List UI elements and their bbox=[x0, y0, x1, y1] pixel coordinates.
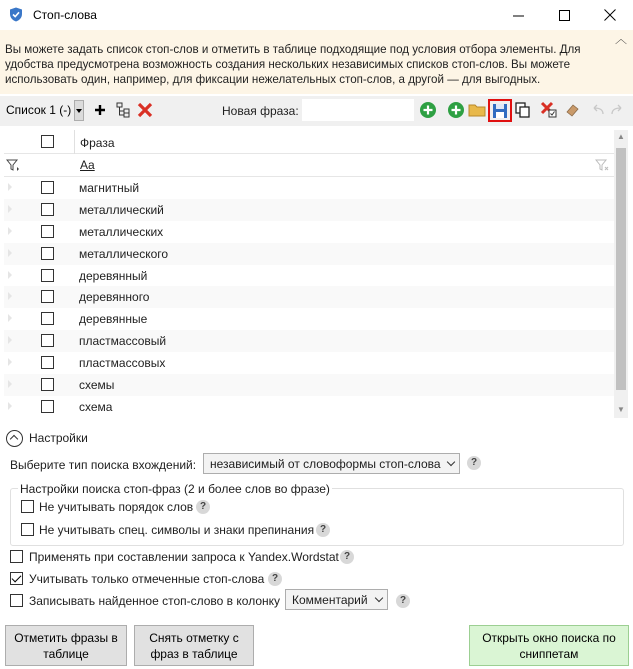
copy-button[interactable] bbox=[513, 100, 533, 120]
folder-icon bbox=[468, 102, 487, 118]
group-title: Настройки поиска стоп-фраз (2 и более слов во фразе) bbox=[20, 482, 330, 496]
list-tree-icon bbox=[115, 102, 131, 118]
delete-checked-icon bbox=[540, 101, 558, 119]
settings-label[interactable]: Настройки bbox=[29, 431, 88, 445]
info-text: Вы можете задать список стоп-слов и отметить в таблице подходящие под условия отбора элементы. Для удобства предусмотрена возможность создания нескольких независимых списков стоп-слов. Вы можете использовать один, например, для фиксации нежелательных стоп-слов, а другой — для выгодных. bbox=[5, 43, 581, 86]
column-separator bbox=[74, 130, 75, 154]
row-phrase: деревянный bbox=[79, 268, 148, 283]
title-bar bbox=[0, 0, 633, 30]
chevron-down-icon bbox=[375, 594, 383, 602]
table-row[interactable] bbox=[4, 374, 614, 396]
row-checkbox[interactable] bbox=[41, 290, 54, 303]
row-checkbox[interactable] bbox=[41, 312, 54, 325]
minimize-button[interactable] bbox=[495, 0, 541, 30]
ignore-order-checkbox[interactable] bbox=[21, 500, 34, 513]
row-expand-icon[interactable] bbox=[8, 205, 12, 213]
table-row[interactable] bbox=[4, 243, 614, 265]
table-row[interactable] bbox=[4, 265, 614, 287]
table-row[interactable] bbox=[4, 286, 614, 308]
filter-row bbox=[4, 154, 614, 177]
only-checked-label[interactable]: Учитывать только отмеченные стоп-слова bbox=[29, 572, 265, 586]
row-expand-icon[interactable] bbox=[8, 292, 12, 300]
save-button[interactable] bbox=[488, 99, 512, 122]
row-checkbox[interactable] bbox=[41, 225, 54, 238]
copy-icon bbox=[515, 102, 531, 118]
scroll-down-icon[interactable]: ▼ bbox=[617, 405, 625, 414]
maximize-icon bbox=[559, 10, 570, 21]
close-button[interactable] bbox=[587, 0, 633, 30]
rename-list-button[interactable] bbox=[113, 100, 133, 120]
row-phrase: магнитный bbox=[79, 181, 140, 195]
stop-phrases-group bbox=[10, 488, 624, 546]
unmark-phrases-button[interactable]: Снять отметку с фраз в таблице bbox=[134, 625, 254, 666]
clear-filter-icon[interactable] bbox=[595, 159, 609, 172]
delete-x-icon bbox=[137, 102, 153, 118]
row-phrase: схемы bbox=[79, 378, 115, 393]
select-all-checkbox[interactable] bbox=[41, 135, 54, 148]
search-type-value: независимый от словоформы стоп-слова bbox=[210, 457, 441, 471]
help-icon[interactable]: ? bbox=[196, 500, 210, 514]
stopwords-table bbox=[4, 130, 628, 418]
table-body bbox=[4, 177, 614, 418]
row-checkbox[interactable] bbox=[41, 356, 54, 369]
row-expand-icon[interactable] bbox=[8, 380, 12, 388]
ignore-special-label[interactable]: Не учитывать спец. символы и знаки препинания bbox=[39, 523, 315, 537]
help-icon[interactable]: ? bbox=[467, 456, 481, 470]
row-checkbox[interactable] bbox=[41, 378, 54, 391]
apply-wordstat-label[interactable]: Применять при составлении запроса к Yandex.Wordstat bbox=[29, 550, 339, 564]
clear-button[interactable] bbox=[562, 100, 582, 120]
redo-button[interactable] bbox=[608, 100, 628, 120]
table-row[interactable] bbox=[4, 396, 614, 418]
plus-icon bbox=[94, 104, 106, 116]
write-column-label[interactable]: Записывать найденное стоп-слово в колонку bbox=[29, 594, 281, 608]
row-checkbox[interactable] bbox=[41, 400, 54, 413]
row-phrase: деревянного bbox=[79, 290, 150, 305]
row-checkbox[interactable] bbox=[41, 247, 54, 260]
ignore-special-checkbox[interactable] bbox=[21, 523, 34, 536]
delete-list-button[interactable] bbox=[135, 100, 155, 120]
row-phrase: схема bbox=[79, 399, 113, 414]
table-row[interactable] bbox=[4, 330, 614, 352]
table-row[interactable] bbox=[4, 199, 614, 221]
add-list-button[interactable] bbox=[90, 100, 110, 120]
filter-icon[interactable] bbox=[6, 159, 20, 172]
row-phrase: деревянные bbox=[79, 312, 148, 327]
maximize-button[interactable] bbox=[541, 0, 587, 30]
table-row[interactable] bbox=[4, 308, 614, 330]
undo-icon bbox=[589, 104, 605, 116]
delete-checked-button[interactable] bbox=[539, 100, 559, 120]
help-icon[interactable]: ? bbox=[340, 550, 354, 564]
save-disk-icon bbox=[492, 103, 508, 119]
row-expand-icon[interactable] bbox=[8, 227, 12, 235]
row-phrase: пластмассовый bbox=[79, 334, 167, 349]
chevron-down-icon bbox=[447, 458, 455, 466]
ignore-order-label[interactable]: Не учитывать порядок слов bbox=[39, 500, 194, 514]
column-header-phrase[interactable]: Фраза bbox=[80, 136, 115, 150]
add-circle-icon bbox=[419, 101, 437, 119]
eraser-icon bbox=[564, 102, 580, 118]
row-checkbox[interactable] bbox=[41, 181, 54, 194]
row-expand-icon[interactable] bbox=[8, 249, 12, 257]
vertical-scrollbar[interactable] bbox=[614, 130, 628, 418]
row-phrase: пластмассовых bbox=[79, 356, 166, 371]
list-select[interactable] bbox=[4, 100, 84, 121]
mark-phrases-button[interactable]: Отметить фразы в таблице bbox=[5, 625, 127, 666]
scrollbar-thumb[interactable] bbox=[616, 148, 626, 390]
row-phrase: металлического bbox=[79, 246, 169, 261]
table-header bbox=[4, 130, 614, 154]
toolbar bbox=[0, 96, 633, 126]
add-circle-icon bbox=[447, 101, 465, 119]
table-row[interactable] bbox=[4, 352, 614, 374]
column-select[interactable] bbox=[285, 589, 388, 610]
list-select-value: Список 1 (-) bbox=[6, 103, 72, 117]
help-icon[interactable]: ? bbox=[396, 594, 410, 608]
close-icon bbox=[604, 9, 616, 21]
help-icon[interactable]: ? bbox=[316, 523, 330, 537]
add-phrases-button[interactable] bbox=[446, 100, 466, 120]
row-expand-icon[interactable] bbox=[8, 183, 12, 191]
info-panel bbox=[0, 30, 633, 94]
open-file-button[interactable] bbox=[467, 100, 487, 120]
write-column-checkbox[interactable] bbox=[10, 594, 23, 607]
row-expand-icon[interactable] bbox=[8, 336, 12, 344]
row-expand-icon[interactable] bbox=[8, 314, 12, 322]
row-checkbox[interactable] bbox=[41, 203, 54, 216]
window-title: Стоп-слова bbox=[33, 8, 97, 22]
undo-button[interactable] bbox=[587, 100, 607, 120]
minimize-icon bbox=[513, 10, 524, 21]
apply-wordstat-checkbox[interactable] bbox=[10, 550, 23, 563]
settings-collapse-icon[interactable] bbox=[6, 430, 23, 447]
row-checkbox[interactable] bbox=[41, 334, 54, 347]
column-select-value: Комментарий bbox=[292, 593, 368, 607]
row-phrase: металлических bbox=[79, 224, 164, 239]
search-type-label: Выберите тип поиска вхождений: bbox=[10, 458, 197, 472]
filter-case-toggle[interactable]: Aa bbox=[80, 158, 95, 172]
new-phrase-label: Новая фраза: bbox=[222, 104, 299, 118]
new-phrase-input[interactable] bbox=[302, 99, 414, 121]
table-row[interactable] bbox=[4, 221, 614, 243]
scroll-up-icon[interactable]: ▲ bbox=[617, 132, 625, 141]
row-expand-icon[interactable] bbox=[8, 271, 12, 279]
help-icon[interactable]: ? bbox=[268, 572, 282, 586]
only-checked-checkbox[interactable] bbox=[10, 572, 23, 585]
redo-icon bbox=[610, 104, 626, 116]
row-checkbox[interactable] bbox=[41, 269, 54, 282]
collapse-icon[interactable]: ︿ bbox=[614, 32, 627, 46]
table-row[interactable] bbox=[4, 177, 614, 199]
add-phrase-button[interactable] bbox=[418, 100, 438, 120]
row-phrase: металлический bbox=[79, 202, 164, 217]
dropdown-arrow-icon[interactable] bbox=[74, 100, 84, 121]
search-type-select[interactable] bbox=[203, 453, 460, 474]
row-expand-icon[interactable] bbox=[8, 402, 12, 410]
shield-check-icon bbox=[9, 7, 23, 22]
row-expand-icon[interactable] bbox=[8, 358, 12, 366]
open-snippet-search-button[interactable]: Открыть окно поиска по сниппетам bbox=[469, 625, 629, 666]
